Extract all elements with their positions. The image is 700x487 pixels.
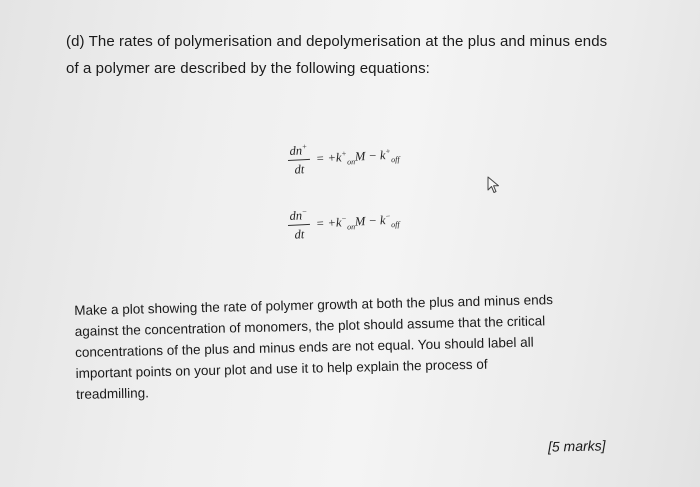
minus-rate-expression: = $+k^-_{on}M - k^-_{off}$ xyxy=(315,211,400,232)
mouse-pointer-icon xyxy=(487,176,501,194)
intro-line-2: of a polymer are described by the following equations: xyxy=(66,60,430,77)
task-line-3: concentrations of the plus and minus ends are not equal. You should label all xyxy=(75,334,534,360)
intro-line-1: (d) The rates of polymerisation and depolymerisation at the plus and minus ends xyxy=(66,33,608,50)
minus-end-equation xyxy=(287,202,400,243)
task-line-2: against the concentration of monomers, the plot should assume that the critical xyxy=(74,313,546,339)
plus-derivative-denominator: dt xyxy=(294,162,305,177)
plus-rate-expression: = $+k^+_{on}M - k^+_{off}$ xyxy=(315,146,400,167)
task-line-5: treadmilling. xyxy=(75,385,150,402)
question-intro xyxy=(66,28,666,82)
task-line-4: important points on your plot and use it to help explain the process of xyxy=(75,356,488,381)
minus-derivative xyxy=(287,207,311,243)
plus-derivative xyxy=(287,142,311,178)
task-instructions xyxy=(74,287,636,405)
minus-derivative-denominator: dt xyxy=(294,227,305,242)
task-line-1: Make a plot showing the rate of polymer growth at both the plus and minus ends xyxy=(74,292,554,318)
marks-label: [5 marks] xyxy=(547,437,606,455)
minus-derivative-numerator: dn− xyxy=(287,207,310,226)
plus-end-equation xyxy=(287,137,400,178)
plus-derivative-numerator: dn+ xyxy=(287,142,310,161)
